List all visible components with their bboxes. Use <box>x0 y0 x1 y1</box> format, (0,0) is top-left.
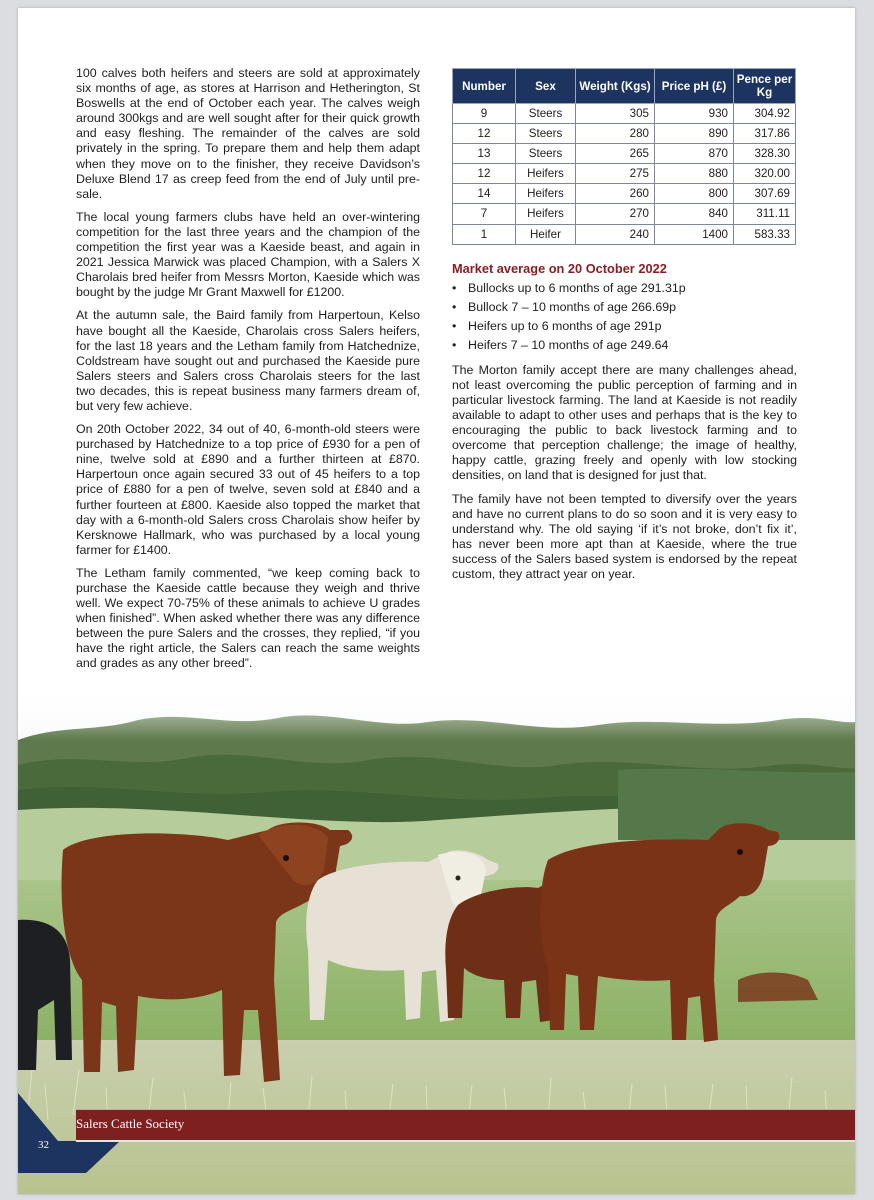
magazine-page <box>18 8 855 1194</box>
paragraph: The Morton family accept there are many challenges ahead, not least overcoming the public perception of farming and in particular livestock farming. The land at Kaeside is not readily available to adapt to other uses and perhaps that is the key to encouraging the public to back livestock farming and to overcome that perception challenge; the image of healthy, happy cattle, grazing freely and openly with low stocking densities, on land that is designed for just that. <box>452 362 797 483</box>
list-item <box>452 300 797 315</box>
paragraph: The Letham family commented, “we keep coming back to purchase the Kaeside cattle because they weigh and thrive well. We expect 70-75% of these animals to achieve U grades when finished”. When asked whether there was any difference between the pure Salers and the crosses, they replied, “if you have the right article, the Salers can reach the same weights and grades as any other breed”. <box>76 565 420 671</box>
table-cell: 7 <box>453 204 516 224</box>
bullet-icon: • <box>452 299 457 314</box>
table-cell: Heifers <box>516 204 576 224</box>
paragraph: 100 calves both heifers and steers are sold at approximately six months of age, as stores at Harrison and Hetherington, St Boswells at the end of October each year. The calves weigh around 300kgs and are well sought after for their quick growth and easy fleshing. The remainder of the calves are sold privately in the spring. To prepare them and help them adapt when they move on to the finisher, they receive Davidson’s Deluxe Blend 17 as creep feed from the end of July until pre-sale. <box>76 66 420 201</box>
table-cell: 12 <box>453 124 516 144</box>
table-cell: Heifers <box>516 184 576 204</box>
column-header: Sex <box>516 69 576 104</box>
list-item <box>452 319 797 334</box>
table-row <box>453 124 796 144</box>
list-item <box>452 338 797 353</box>
right-text-column <box>452 68 797 590</box>
table-cell: 890 <box>655 124 734 144</box>
sales-table <box>452 68 796 245</box>
column-header: Weight (Kgs) <box>576 69 655 104</box>
bullet-icon: • <box>452 337 457 352</box>
bullet-icon: • <box>452 318 457 333</box>
table-cell: Steers <box>516 144 576 164</box>
table-cell: 320.00 <box>734 164 796 184</box>
footer-bar <box>76 1109 855 1142</box>
table-cell: 840 <box>655 204 734 224</box>
table-cell: 880 <box>655 164 734 184</box>
paragraph: The family have not been tempted to diversify over the years and have no current plans to do so soon and it is very easy to understand why. The old saying ‘if it’s not broke, don’t fix it’, has never been more apt than at Kaeside, where the true success of the Salers based system is endorsed by the repeat custom, they attract year on year. <box>452 491 797 581</box>
table-cell: 9 <box>453 104 516 124</box>
table-cell: 870 <box>655 144 734 164</box>
table-cell: 305 <box>576 104 655 124</box>
table-cell: 930 <box>655 104 734 124</box>
market-average-list <box>452 281 797 353</box>
list-item <box>452 281 797 296</box>
left-text-column <box>76 66 420 680</box>
table-cell: 265 <box>576 144 655 164</box>
table-cell: 13 <box>453 144 516 164</box>
table-cell: 275 <box>576 164 655 184</box>
table-cell: 317.86 <box>734 124 796 144</box>
bullet-icon: • <box>452 280 457 295</box>
table-cell: Steers <box>516 104 576 124</box>
table-cell: 240 <box>576 224 655 244</box>
list-item-text: Bullocks up to 6 months of age 291.31p <box>468 280 686 295</box>
page-number: 32 <box>38 1139 49 1151</box>
table-cell: 304.92 <box>734 104 796 124</box>
paragraph: At the autumn sale, the Baird family from Harpertoun, Kelso have bought all the Kaeside, Charolais cross Salers heifers, for the last 18 years and the Letham family from Hatchednize, Coldstream have sought out and purchased the Kaeside pure Salers steers and Salers cross Charolais steers for the last two decades, this is repeat business many farmers dream of, but very few achieve. <box>76 308 420 413</box>
table-row <box>453 184 796 204</box>
table-cell: 800 <box>655 184 734 204</box>
table-cell: 307.69 <box>734 184 796 204</box>
list-item-text: Bullock 7 – 10 months of age 266.69p <box>468 299 677 314</box>
table-row <box>453 144 796 164</box>
table-row <box>453 164 796 184</box>
table-cell: Steers <box>516 124 576 144</box>
footer-title: Salers Cattle Society <box>76 1116 185 1131</box>
market-average-heading: Market average on 20 October 2022 <box>452 260 667 276</box>
table-cell: 14 <box>453 184 516 204</box>
column-header: Price pH (£) <box>655 69 734 104</box>
table-cell: 328.30 <box>734 144 796 164</box>
table-cell: 1400 <box>655 224 734 244</box>
table-cell: 12 <box>453 164 516 184</box>
column-header: Number <box>453 69 516 104</box>
table-cell: Heifers <box>516 164 576 184</box>
table-cell: 260 <box>576 184 655 204</box>
table-cell: 270 <box>576 204 655 224</box>
list-item-text: Heifers 7 – 10 months of age 249.64 <box>468 337 669 352</box>
paragraph: On 20th October 2022, 34 out of 40, 6-month-old steers were purchased by Hatchednize to a top price of £930 for a pen of nine, twelve sold at £890 and a further thirteen at £870. Harpertoun once again secured 33 out of 45 heifers to a top price of £880 for a pen of twelve, seven sold at £840 and a further fourteen at £800. Kaeside also topped the market that day with a 6-month-old Salers cross Charolais show heifer by Kersknowe Hallmark, who was purchased by a local young farmer for £1400. <box>76 422 420 557</box>
table-row <box>453 224 796 244</box>
table-cell: 1 <box>453 224 516 244</box>
list-item-text: Heifers up to 6 months of age 291p <box>468 318 662 333</box>
table-cell: 583.33 <box>734 224 796 244</box>
paragraph: The local young farmers clubs have held an over-wintering competition for the last three years and the champion of the competition the first year was a Kaeside beast, and again in 2021 Jessica Marwick was placed Champion, with a Salers X Charolais bred heifer from Messrs Morton, Kaeside which was bought by the judge Mr Grant Maxwell for £1200. <box>76 209 420 300</box>
table-cell: 280 <box>576 124 655 144</box>
table-cell: 311.11 <box>734 204 796 224</box>
table-row <box>453 204 796 224</box>
table-cell: Heifer <box>516 224 576 244</box>
table-row <box>453 104 796 124</box>
column-header: Pence per Kg <box>734 69 796 104</box>
table-header-row <box>453 69 796 104</box>
